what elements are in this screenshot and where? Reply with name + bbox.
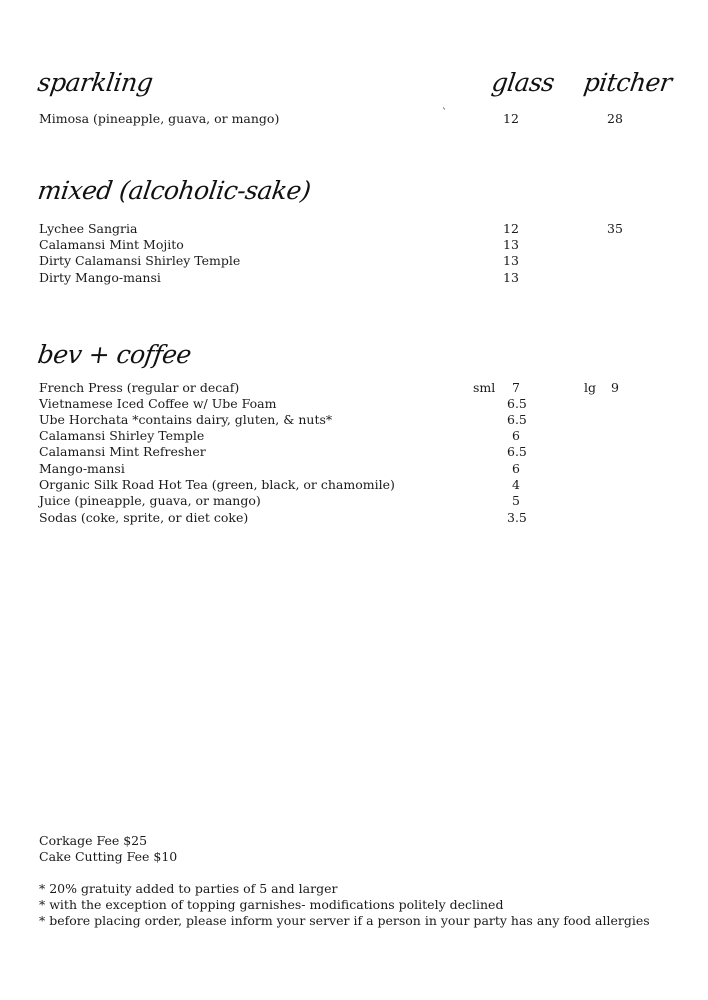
- pitcher-column-heading: pitcher: [581, 68, 674, 97]
- note-allergies: * before placing order, please inform your server if a person in your party has any food allergies: [39, 913, 650, 928]
- item-price: 6: [512, 461, 520, 476]
- menu-item-name: Mimosa (pineapple, guava, or mango): [39, 111, 280, 126]
- menu-item-name: French Press (regular or decaf): [39, 380, 240, 395]
- mixed-heading: mixed (alcoholic-sake): [35, 176, 313, 205]
- note-gratuity: * 20% gratuity added to parties of 5 and larger: [39, 881, 338, 896]
- menu-item-name: Dirty Mango-mansi: [39, 270, 161, 285]
- large-size-label: lg: [584, 380, 596, 395]
- sparkling-heading: sparkling: [35, 68, 155, 97]
- item-price: 6.5: [507, 396, 527, 411]
- menu-item-name: Calamansi Mint Mojito: [39, 237, 184, 252]
- menu-item-name: Mango-mansi: [39, 461, 125, 476]
- item-price: 4: [512, 477, 520, 492]
- glass-price: 12: [503, 221, 519, 236]
- menu-item-name: Juice (pineapple, guava, or mango): [39, 493, 261, 508]
- glass-column-heading: glass: [489, 68, 557, 97]
- pitcher-price: 35: [607, 221, 623, 236]
- pitcher-price: 28: [607, 111, 623, 126]
- item-price: 5: [512, 493, 520, 508]
- menu-item-name: Sodas (coke, sprite, or diet coke): [39, 510, 249, 525]
- item-price: 6.5: [507, 444, 527, 459]
- small-size-label: sml: [473, 380, 496, 395]
- menu-item-name: Vietnamese Iced Coffee w/ Ube Foam: [39, 396, 277, 411]
- bev-coffee-heading: bev + coffee: [35, 340, 193, 369]
- cake-cutting-fee: Cake Cutting Fee $10: [39, 849, 178, 864]
- item-price: 6: [512, 428, 520, 443]
- corkage-fee: Corkage Fee $25: [39, 833, 148, 848]
- menu-item-name: Calamansi Mint Refresher: [39, 444, 206, 459]
- menu-item-name: Calamansi Shirley Temple: [39, 428, 205, 443]
- menu-item-name: Lychee Sangria: [39, 221, 138, 236]
- note-modifications: * with the exception of topping garnishes- modifications politely declined: [39, 897, 504, 912]
- stray-mark: `: [442, 108, 447, 119]
- glass-price: 13: [503, 253, 519, 268]
- small-size-price: 7: [512, 380, 520, 395]
- item-price: 3.5: [507, 510, 527, 525]
- menu-item-name: Ube Horchata *contains dairy, gluten, & nuts*: [39, 412, 333, 427]
- item-price: 6.5: [507, 412, 527, 427]
- menu-item-name: Dirty Calamansi Shirley Temple: [39, 253, 241, 268]
- glass-price: 13: [503, 237, 519, 252]
- glass-price: 13: [503, 270, 519, 285]
- menu-item-name: Organic Silk Road Hot Tea (green, black, or chamomile): [39, 477, 395, 492]
- glass-price: 12: [503, 111, 519, 126]
- large-size-price: 9: [611, 380, 619, 395]
